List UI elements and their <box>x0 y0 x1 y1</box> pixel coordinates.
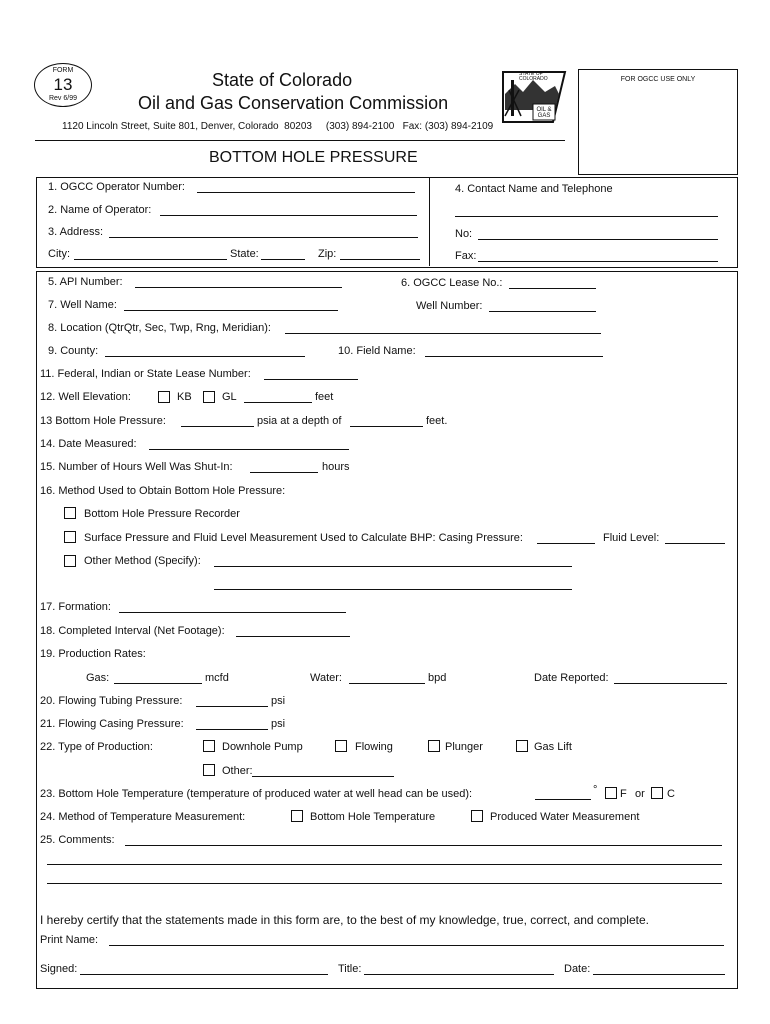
well-name-label: 7. Well Name: <box>48 299 117 311</box>
contact-name-field[interactable] <box>455 216 718 217</box>
date-measured-field[interactable] <box>149 449 349 450</box>
formation-label: 17. Formation: <box>40 601 111 613</box>
gl-label: GL <box>222 391 237 403</box>
logo-bottom-text: OIL & GAS <box>536 107 552 119</box>
operator-name-field[interactable] <box>160 215 417 216</box>
title-field[interactable] <box>364 974 554 975</box>
office-use-box <box>578 69 738 175</box>
shut-in-label: 15. Number of Hours Well Was Shut-In: <box>40 461 233 473</box>
bh-temperature-option: Bottom Hole Temperature <box>310 811 436 823</box>
psi-label-1: psi <box>271 695 286 707</box>
field-name-field[interactable] <box>425 356 603 357</box>
flowing-checkbox[interactable] <box>335 740 347 752</box>
date-label: Date: <box>564 963 591 975</box>
or-label: or <box>635 788 645 800</box>
method-label: 16. Method Used to Obtain Bottom Hole Pressure: <box>40 485 286 497</box>
comments-field-3[interactable] <box>47 883 722 884</box>
lease-no-label: 6. OGCC Lease No.: <box>401 277 503 289</box>
bpd-label: bpd <box>428 672 447 684</box>
form-label: FORM <box>52 67 74 74</box>
phone-field[interactable] <box>478 239 718 240</box>
api-number-label: 5. API Number: <box>48 276 123 288</box>
header-state: State of Colorado <box>212 70 353 90</box>
elevation-field[interactable] <box>244 402 312 403</box>
surface-pressure-checkbox[interactable] <box>64 531 76 543</box>
bhp-recorder-label: Bottom Hole Pressure Recorder <box>84 508 240 520</box>
casing-pressure-field[interactable] <box>537 543 595 544</box>
temp-method-label: 24. Method of Temperature Measurement: <box>40 811 246 823</box>
downhole-pump-checkbox[interactable] <box>203 740 215 752</box>
other-production-label: Other: <box>222 765 253 777</box>
fahrenheit-label: F <box>620 788 627 800</box>
header-commission: Oil and Gas Conservation Commission <box>138 93 449 113</box>
phone-label: No: <box>455 228 473 240</box>
header-address: 1120 Lincoln Street, Suite 801, Denver, Colorado 80203 (303) 894-2100 Fax: (303) 894-2109 <box>62 121 494 132</box>
location-label: 8. Location (QtrQtr, Sec, Twp, Rng, Meridian): <box>48 322 271 334</box>
comments-field-1[interactable] <box>125 845 722 846</box>
well-number-label: Well Number: <box>416 300 483 312</box>
other-production-checkbox[interactable] <box>203 764 215 776</box>
water-label: Water: <box>310 672 342 684</box>
city-field[interactable] <box>74 259 227 260</box>
bh-temperature-checkbox[interactable] <box>291 810 303 822</box>
form-revision: Rev 6/99 <box>48 95 78 102</box>
lease-number-field[interactable] <box>264 379 358 380</box>
bh-temperature-label: 23. Bottom Hole Temperature (temperature of produced water at well head can be used): <box>40 788 473 800</box>
feet-dot-label: feet. <box>426 415 448 427</box>
county-label: 9. County: <box>48 345 99 357</box>
completed-interval-field[interactable] <box>236 636 350 637</box>
feet-label: feet <box>315 391 334 403</box>
flowing-casing-field[interactable] <box>196 729 268 730</box>
form-title: BOTTOM HOLE PRESSURE <box>209 149 418 166</box>
state-field[interactable] <box>261 259 305 260</box>
depth-field[interactable] <box>350 426 423 427</box>
print-name-field[interactable] <box>109 945 724 946</box>
well-name-field[interactable] <box>124 310 338 311</box>
zip-label: Zip: <box>318 248 337 260</box>
contact-label: 4. Contact Name and Telephone <box>455 183 613 195</box>
bhp-field[interactable] <box>181 426 254 427</box>
fax-field[interactable] <box>478 261 718 262</box>
gas-lift-label: Gas Lift <box>534 741 572 753</box>
temperature-field[interactable] <box>535 799 591 800</box>
other-method-field[interactable] <box>214 566 572 567</box>
lease-no-field[interactable] <box>509 288 596 289</box>
address-label: 3. Address: <box>48 226 104 238</box>
flowing-label: Flowing <box>355 741 393 753</box>
gl-checkbox[interactable] <box>203 391 215 403</box>
mcfd-label: mcfd <box>205 672 229 684</box>
water-field[interactable] <box>349 683 425 684</box>
shut-in-field[interactable] <box>250 472 318 473</box>
bhp-recorder-checkbox[interactable] <box>64 507 76 519</box>
city-label: City: <box>48 248 70 260</box>
operator-number-label: 1. OGCC Operator Number: <box>48 181 185 193</box>
fluid-level-field[interactable] <box>665 543 725 544</box>
api-number-field[interactable] <box>135 287 342 288</box>
gas-field[interactable] <box>114 683 202 684</box>
well-elevation-label: 12. Well Elevation: <box>40 391 131 403</box>
zip-field[interactable] <box>340 259 420 260</box>
title-label: Title: <box>338 963 362 975</box>
date-measured-label: 14. Date Measured: <box>40 438 137 450</box>
print-name-label: Print Name: <box>40 934 99 946</box>
downhole-pump-label: Downhole Pump <box>222 741 303 753</box>
section-divider <box>429 178 430 266</box>
fluid-level-label: Fluid Level: <box>603 532 660 544</box>
form-number: 13 <box>53 75 73 94</box>
gas-label: Gas: <box>86 672 110 684</box>
celsius-label: C <box>667 788 675 800</box>
well-number-field[interactable] <box>489 311 596 312</box>
field-name-label: 10. Field Name: <box>338 345 416 357</box>
certification-statement: I hereby certify that the statements made in this form are, to the best of my knowledge, true, correct, and complete. <box>40 913 649 927</box>
other-method-label: Other Method (Specify): <box>84 555 201 567</box>
formation-field[interactable] <box>119 612 346 613</box>
date-reported-field[interactable] <box>614 683 727 684</box>
celsius-checkbox[interactable] <box>651 787 663 799</box>
kb-checkbox[interactable] <box>158 391 170 403</box>
gas-lift-checkbox[interactable] <box>516 740 528 752</box>
degree-symbol: ° <box>593 784 598 796</box>
produced-water-checkbox[interactable] <box>471 810 483 822</box>
date-reported-label: Date Reported: <box>534 672 609 684</box>
location-field[interactable] <box>285 333 601 334</box>
form-number-badge <box>34 63 92 107</box>
casing-pressure-label: 21. Flowing Casing Pressure: <box>40 718 184 730</box>
kb-label: KB <box>177 391 192 403</box>
fahrenheit-checkbox[interactable] <box>605 787 617 799</box>
bhp-label: 13 Bottom Hole Pressure: <box>40 415 166 427</box>
other-method-field-2[interactable] <box>214 589 572 590</box>
operator-name-label: 2. Name of Operator: <box>48 204 152 216</box>
hours-label: hours <box>322 461 350 473</box>
tubing-pressure-field[interactable] <box>196 706 268 707</box>
comments-label: 25. Comments: <box>40 834 115 846</box>
other-production-field[interactable] <box>252 776 394 777</box>
tubing-pressure-label: 20. Flowing Tubing Pressure: <box>40 695 183 707</box>
plunger-checkbox[interactable] <box>428 740 440 752</box>
state-label: State: <box>230 248 259 260</box>
production-rates-label: 19. Production Rates: <box>40 648 146 660</box>
produced-water-option: Produced Water Measurement <box>490 811 640 823</box>
office-use-label: FOR OGCC USE ONLY <box>620 76 696 83</box>
logo-top-text: STATE OF COLORADO <box>519 71 548 82</box>
psia-label: psia at a depth of <box>257 415 342 427</box>
lease-number-label: 11. Federal, Indian or State Lease Number: <box>40 368 251 380</box>
psi-label-2: psi <box>271 718 286 730</box>
operator-number-field[interactable] <box>197 192 415 193</box>
signature-field[interactable] <box>80 974 328 975</box>
surface-pressure-label: Surface Pressure and Fluid Level Measurement Used to Calculate BHP: Casing Pressure: <box>84 532 523 544</box>
completed-interval-label: 18. Completed Interval (Net Footage): <box>40 625 225 637</box>
other-method-checkbox[interactable] <box>64 555 76 567</box>
fax-label: Fax: <box>455 250 477 262</box>
signed-label: Signed: <box>40 963 78 975</box>
county-field[interactable] <box>105 356 305 357</box>
state-seal-logo <box>499 70 567 124</box>
header-rule <box>35 140 565 141</box>
production-type-label: 22. Type of Production: <box>40 741 153 753</box>
plunger-label: Plunger <box>445 741 483 753</box>
comments-field-2[interactable] <box>47 864 722 865</box>
address-field[interactable] <box>109 237 418 238</box>
date-field[interactable] <box>593 974 725 975</box>
